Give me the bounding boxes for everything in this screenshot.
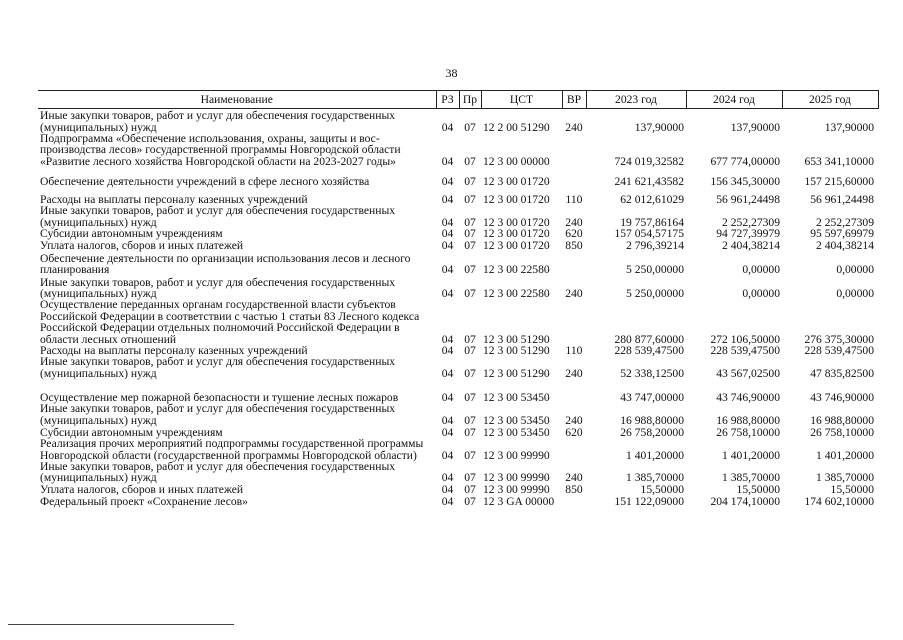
row-rz: 04 [441, 471, 454, 485]
row-cst: 12 3 00 51290 [483, 366, 550, 380]
row-2025: 1 385,70000 [816, 471, 874, 485]
row-name: Расходы на выплаты персоналу казенных учреждений [40, 192, 308, 206]
row-pr: 07 [464, 366, 476, 380]
row-name: Федеральный проект «Сохранение лесов» [40, 494, 248, 508]
table-row [38, 403, 878, 426]
row-cst: 12 3 00 01720 [483, 215, 550, 229]
row-vr: 240 [565, 215, 583, 229]
col-header-name: Наименование [38, 91, 436, 109]
row-cst: 12 2 00 51290 [483, 120, 550, 134]
row-2023: 280 877,60000 [614, 332, 684, 346]
row-2023: 15,50000 [640, 482, 684, 496]
row-rz: 04 [441, 120, 454, 134]
row-cst: 12 3 00 53450 [483, 390, 550, 404]
row-vr [562, 438, 586, 461]
row-name: Расходы на выплаты персоналу казенных учреждений [40, 344, 308, 358]
row-name: Субсидии автономным учреждениям [40, 227, 223, 241]
table-row [38, 356, 878, 379]
row-cst: 12 3 00 99990 [483, 471, 550, 485]
table-row [38, 299, 878, 345]
row-name: Иные закупки товаров, работ и услуг для обеспечения государственных (муниципальных) нужд [40, 459, 396, 485]
row-rz: 04 [441, 344, 454, 358]
row-cst: 12 3 00 01720 [483, 174, 550, 188]
row-pr: 07 [464, 215, 476, 229]
row-vr: 240 [565, 366, 583, 380]
row-rz: 04 [441, 390, 454, 404]
table-row [38, 167, 878, 187]
row-2025: 137,90000 [824, 120, 874, 134]
row-rz: 04 [441, 482, 454, 496]
table-row [38, 228, 878, 239]
row-pr: 07 [464, 239, 476, 253]
row-pr: 07 [464, 287, 476, 301]
row-pr: 07 [464, 192, 476, 206]
row-2023: 151 122,09000 [614, 494, 684, 508]
row-rz: 04 [441, 366, 454, 380]
row-name: Иные закупки товаров, работ и услуг для обеспечения государственных (муниципальных) нужд [40, 109, 396, 134]
row-vr [562, 299, 586, 345]
row-name: Уплата налогов, сборов и иных платежей [40, 239, 244, 253]
row-vr: 850 [565, 482, 583, 496]
row-2025: 0,00000 [836, 263, 874, 277]
row-2023: 157 054,57175 [614, 227, 684, 241]
row-rz: 04 [441, 192, 454, 206]
row-cst: 12 3 00 22580 [483, 287, 550, 301]
row-vr: 240 [565, 413, 583, 427]
row-2024: 677 774,00000 [710, 154, 780, 168]
table-row [38, 461, 878, 484]
row-name: Иные закупки товаров, работ и услуг для обеспечения государственных (муниципальных) нужд [40, 355, 396, 380]
row-2023: 137,90000 [634, 120, 684, 134]
row-2024: 0,00000 [742, 287, 780, 301]
row-name: Осуществление мер пожарной безопасности и тушение лесных пожаров [40, 390, 399, 404]
row-2024: 56 961,24498 [716, 192, 780, 206]
row-vr [562, 379, 586, 403]
row-2023: 1 385,70000 [626, 471, 684, 485]
row-pr: 07 [464, 332, 476, 346]
col-header-2024: 2024 год [686, 91, 782, 109]
row-2025: 0,00000 [836, 287, 874, 301]
row-pr: 07 [464, 120, 476, 134]
row-vr [562, 167, 586, 187]
row-2024: 43 746,90000 [716, 390, 780, 404]
row-vr: 240 [565, 287, 583, 301]
table-row [38, 187, 878, 205]
row-pr: 07 [464, 390, 476, 404]
row-2025: 56 961,24498 [810, 192, 874, 206]
row-2023: 2 796,39214 [626, 239, 684, 253]
row-2023: 19 757,86164 [620, 215, 684, 229]
col-header-vr: ВР [562, 91, 586, 109]
row-rz: 04 [441, 263, 454, 277]
table-row [38, 251, 878, 275]
row-cst: 12 3 00 53450 [483, 425, 550, 439]
row-2023: 724 019,32582 [614, 154, 684, 168]
col-header-2025: 2025 год [782, 91, 878, 109]
row-2024: 1 401,20000 [722, 448, 780, 462]
row-name: Иные закупки товаров, работ и услуг для обеспечения государственных (муниципальных) нужд [40, 402, 396, 427]
row-2023: 228 539,47500 [614, 344, 684, 358]
col-header-cst: ЦСТ [481, 91, 562, 109]
row-cst: 12 3 00 01720 [483, 227, 550, 241]
row-2024: 2 252,27309 [722, 215, 780, 229]
row-pr: 07 [464, 174, 476, 188]
row-2025: 47 835,82500 [810, 366, 874, 380]
row-2025: 1 401,20000 [816, 448, 874, 462]
page-number: 38 [445, 66, 458, 80]
row-2023: 62 012,61029 [620, 192, 684, 206]
row-vr [562, 251, 586, 275]
footer-divider [8, 624, 234, 625]
row-cst: 12 3 00 00000 [483, 154, 550, 168]
row-2024: 1 385,70000 [722, 471, 780, 485]
row-pr: 07 [464, 482, 476, 496]
row-pr: 07 [464, 263, 476, 277]
row-cst: 12 3 00 99990 [483, 482, 550, 496]
col-header-rz: РЗ [436, 91, 459, 109]
row-vr: 240 [565, 120, 583, 134]
budget-table [38, 90, 879, 507]
row-2025: 16 988,80000 [810, 413, 874, 427]
row-pr: 07 [464, 471, 476, 485]
row-rz: 04 [441, 425, 454, 439]
row-rz: 04 [441, 287, 454, 301]
row-rz: 04 [441, 413, 454, 427]
row-2025: 228 539,47500 [804, 344, 874, 358]
table-row [38, 379, 878, 403]
row-cst: 12 3 00 22580 [483, 263, 550, 277]
table-row [38, 495, 878, 507]
row-cst: 12 3 00 51290 [483, 344, 550, 358]
row-2023: 1 401,20000 [626, 448, 684, 462]
row-cst: 12 3 00 99990 [483, 448, 550, 462]
row-2025: 15,50000 [830, 482, 874, 496]
row-2024: 2 404,38214 [722, 239, 780, 253]
row-2024: 137,90000 [730, 120, 780, 134]
row-2025: 43 746,90000 [810, 390, 874, 404]
table-row [38, 484, 878, 495]
row-2025: 174 602,10000 [804, 494, 874, 508]
row-name: Субсидии автономным учреждениям [40, 425, 223, 439]
row-2023: 26 758,20000 [620, 425, 684, 439]
row-name: Уплата налогов, сборов и иных платежей [40, 482, 244, 496]
row-rz: 04 [441, 239, 454, 253]
row-name: Реализация прочих мероприятий подпрограммы государственной программы Новгородской области (государственной программы Новгородской области) [40, 437, 424, 462]
row-name: Обеспечение деятельности по организации использования лесов и лесного планирования [40, 251, 411, 277]
row-vr [562, 133, 586, 167]
row-vr: 240 [565, 471, 583, 485]
row-cst: 12 3 00 53450 [483, 413, 550, 427]
header-row [38, 91, 878, 109]
row-cst: 12 3 GA 00000 [483, 494, 555, 508]
row-rz: 04 [441, 174, 454, 188]
row-cst: 12 3 00 01720 [483, 239, 550, 253]
table-row [38, 205, 878, 228]
row-rz: 04 [441, 448, 454, 462]
row-pr: 07 [464, 227, 476, 241]
row-2024: 43 567,02500 [716, 366, 780, 380]
row-2025: 2 404,38214 [816, 239, 874, 253]
table-row [38, 438, 878, 461]
table-row [38, 109, 878, 134]
table-row [38, 239, 878, 251]
col-header-2023: 2023 год [586, 91, 686, 109]
row-name: Обеспечение деятельности учреждений в сфере лесного хозяйства [40, 174, 370, 188]
row-pr: 07 [464, 154, 476, 168]
row-2025: 276 375,30000 [804, 332, 874, 346]
row-2025: 26 758,10000 [810, 425, 874, 439]
row-name: Иные закупки товаров, работ и услуг для обеспечения государственных (муниципальных) нужд [40, 275, 396, 301]
row-vr: 620 [565, 227, 583, 241]
row-vr [562, 495, 586, 507]
row-vr: 620 [565, 425, 583, 439]
row-2024: 94 727,39979 [716, 227, 780, 241]
row-vr: 110 [565, 344, 583, 358]
row-pr: 07 [464, 494, 476, 508]
table-row [38, 275, 878, 299]
table-row [38, 133, 878, 167]
row-2023: 43 747,00000 [620, 390, 684, 404]
row-2025: 157 215,60000 [804, 174, 874, 188]
row-2024: 26 758,10000 [716, 425, 780, 439]
row-pr: 07 [464, 344, 476, 358]
row-pr: 07 [464, 413, 476, 427]
row-vr: 850 [565, 239, 583, 253]
row-rz: 04 [441, 494, 454, 508]
row-2024: 16 988,80000 [716, 413, 780, 427]
row-2024: 272 106,50000 [710, 332, 780, 346]
row-rz: 04 [441, 154, 454, 168]
row-name: Осуществление переданных органам государственной власти субъектов Российской Федерации в соответствии с частью 1 статьи 83 Лесного кодекса Российской Федерации отдельных полномочий Российской Федерации в области лесных отношений [40, 298, 420, 346]
row-pr: 07 [464, 448, 476, 462]
row-rz: 04 [441, 215, 454, 229]
row-2023: 5 250,00000 [626, 263, 684, 277]
col-header-pr: Пр [459, 91, 481, 109]
row-2025: 95 597,69979 [810, 227, 874, 241]
row-2024: 204 174,10000 [710, 494, 780, 508]
row-name: Иные закупки товаров, работ и услуг для обеспечения государственных (муниципальных) нужд [40, 204, 396, 229]
row-2024: 0,00000 [742, 263, 780, 277]
row-2023: 5 250,00000 [626, 287, 684, 301]
row-2023: 16 988,80000 [620, 413, 684, 427]
row-2023: 241 621,43582 [614, 174, 684, 188]
row-vr: 110 [565, 192, 583, 206]
row-2024: 156 345,30000 [710, 174, 780, 188]
row-rz: 04 [441, 332, 454, 346]
row-pr: 07 [464, 425, 476, 439]
row-2025: 2 252,27309 [816, 215, 874, 229]
row-name: Подпрограмма «Обеспечение использования, охраны, защиты и воспроизводства лесов» государственной программы Новгородской области «Развитие лесного хозяйства Новгородской области на 2023-2027 годы» [40, 132, 401, 168]
row-rz: 04 [441, 227, 454, 241]
row-2024: 228 539,47500 [710, 344, 780, 358]
row-cst: 12 3 00 51290 [483, 332, 550, 346]
row-2025: 653 341,10000 [804, 154, 874, 168]
row-cst: 12 3 00 01720 [483, 192, 550, 206]
row-2023: 52 338,12500 [620, 366, 684, 380]
row-2024: 15,50000 [736, 482, 780, 496]
